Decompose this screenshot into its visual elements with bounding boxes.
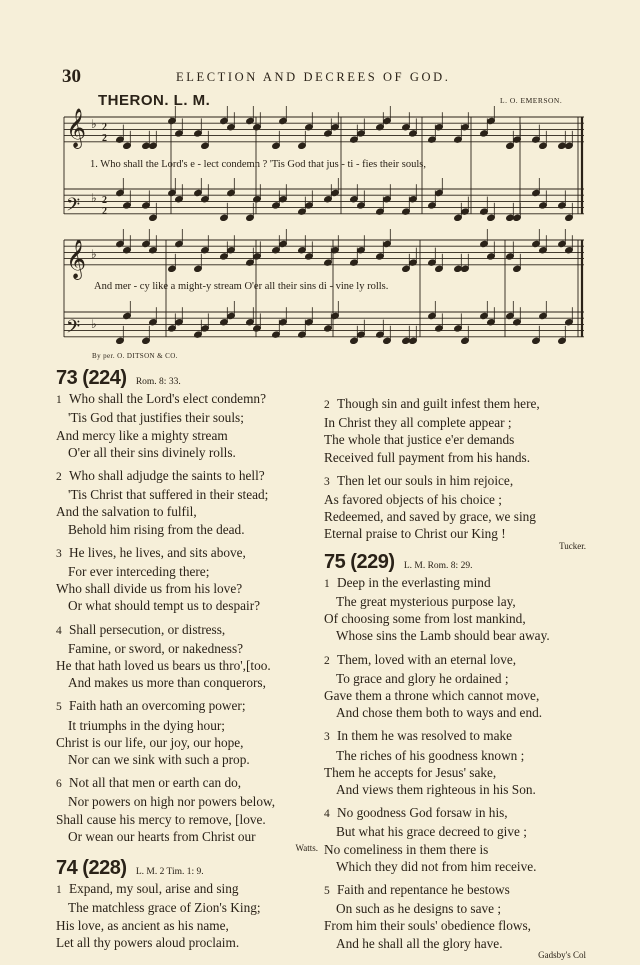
hymn-number: 73 (224) — [56, 367, 127, 389]
left-column — [56, 367, 318, 951]
hymn-73-stanza-3: 3 He lives, he lives, and sits above, For ever interceding there; Who shall divide us from his love? Or what should tempt us to despair? — [56, 544, 261, 614]
hymn-number: 75 (229) — [324, 550, 395, 573]
svg-text:2: 2 — [102, 133, 107, 144]
hymn-75-stanza-2: 2 Them, loved with an eternal love, To grace and glory he ordained ; Gave them a throne which cannot move, And chose them both to ways and end. — [324, 651, 543, 721]
running-head: ELECTION AND DECREES OF GOD. — [176, 70, 451, 84]
svg-text:2: 2 — [102, 195, 107, 206]
bass-clef-icon: 𝄢 — [66, 195, 81, 220]
hymn-73-stanza-6: 6 Not all that men or earth can do, Nor powers on high nor powers below, Shall cause his mercy to remove, [love. Or wean our hearts from Christ our — [56, 775, 276, 844]
hymn-74-stanza-1: 1 Expand, my soul, arise and sing The matchless grace of Zion's King; His love, as ancient as his name, Let all thy powers aloud proclaim. — [56, 881, 261, 950]
bass-clef-icon: 𝄢 — [66, 317, 81, 342]
time-signature-icon: 2 — [102, 122, 107, 133]
hymn-75-attribution: Gadsby's Col — [538, 949, 586, 960]
hymn-74-stanza-2: 2 Though sin and guilt infest them here, In Christ they all complete appear ; The whole that justice e'er demands Received full payment from his hands. — [324, 396, 540, 465]
hymn-73-attribution: Watts. — [295, 843, 318, 854]
tune-name: THERON. L. M. — [98, 92, 211, 109]
music-score — [0, 0, 640, 360]
hymn-75-stanza-1: 1 Deep in the everlasting mind The great mysterious purpose lay, Of choosing some from lost mankind, Whose sins the Lamb should bear away. — [324, 574, 550, 644]
lyrics-line-1: 1. Who shall the Lord's e - lect condemn ? 'Tis God that jus - ti - fies their souls, — [90, 159, 426, 170]
hymn-74-attribution: Tucker. — [559, 540, 586, 551]
hymn-73-heading — [56, 367, 318, 391]
svg-text:2: 2 — [102, 206, 107, 217]
hymn-73-stanza-1: 1 Who shall the Lord's elect condemn? 'Tis God that justifies their souls; And mercy like a mighty stream O'er all their sins divinely rolls. — [56, 391, 266, 460]
hymn-73-stanza-2: 2 Who shall adjudge the saints to hell? 'Tis Christ that suffered in their stead; And the salvation to fulfil, Behold him rising from the dead. — [56, 468, 269, 537]
page-number: 30 — [62, 66, 81, 87]
flat-icon: ♭ — [91, 117, 97, 131]
hymn-number: 74 (228) — [56, 857, 127, 880]
lyrics-line-2: And mer - cy like a might-y stream O'er all their sins di - vine ly rolls. — [94, 281, 389, 292]
flat-icon: ♭ — [91, 317, 97, 331]
flat-icon: ♭ — [91, 191, 97, 205]
hymn-75-stanza-5: 5 Faith and repentance he bestows On such as he designs to save ; From him their souls' obedience flows, And he shall all the glory have. — [324, 882, 531, 951]
flat-icon: ♭ — [91, 247, 97, 261]
hymn-75-stanza-3: 3 In them he was resolved to make The riches of his goodness known ; Them he accepts for Jesus' sake, And views them righteous in his Son. — [324, 728, 536, 798]
hymn-meta: Rom. 8: 33. — [135, 377, 181, 387]
music-credit: By per. O. DITSON & CO. — [92, 352, 178, 360]
hymn-75-stanza-4: 4 No goodness God forsaw in his, But what his grace decreed to give ; No comeliness in them there is Which they did not from him receive. — [324, 805, 537, 874]
treble-clef-icon: 𝄞 — [66, 108, 87, 148]
tune-composer: L. O. EMERSON. — [500, 96, 563, 105]
hymn-74-stanza-3: 3 Then let our souls in him rejoice, As favored objects of his choice ; Redeemed, and saved by grace, we sing Eternal praise to Christ our King ! — [324, 472, 536, 542]
hymn-meta: L. M. Rom. 8: 29. — [403, 560, 473, 571]
hymn-75-heading — [324, 550, 586, 575]
hymn-73-stanza-5: 5 Faith hath an overcoming power; It triumphs in the dying hour; Christ is our life, our joy, our hope, Nor can we sink with such a prop. — [56, 698, 250, 768]
hymn-73-stanza-4: 4 Shall persecution, or distress, Famine, or sword, or nakedness? He that hath loved us bears us thro',[too. And makes us more than conquerors, — [56, 621, 271, 691]
hymn-meta: L. M. 2 Tim. 1: 9. — [135, 867, 204, 878]
right-column — [324, 395, 586, 961]
treble-clef-icon: 𝄞 — [66, 239, 87, 279]
hymn-74-heading — [56, 857, 318, 881]
